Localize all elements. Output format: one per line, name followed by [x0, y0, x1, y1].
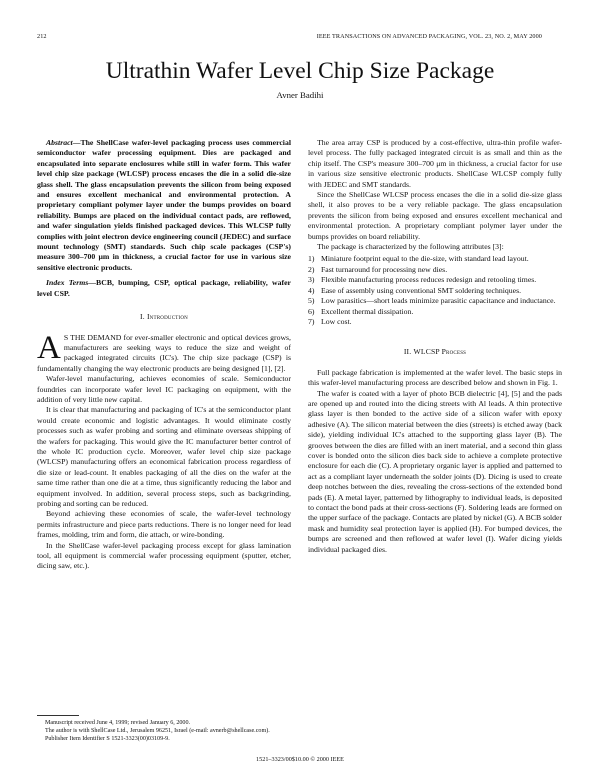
right-column	[308, 138, 562, 555]
footnote-affiliation: The author is with ShellCase Ltd., Jerusalem 96251, Israel (e-mail: avnerb@shellcase.com).	[45, 727, 270, 734]
list-item: 3) Flexible manufacturing process reduces redesign and retooling times.	[308, 275, 537, 285]
running-header: IEEE TRANSACTIONS ON ADVANCED PACKAGING, VOL. 23, NO. 2, MAY 2000	[316, 33, 542, 40]
list-item: 5) Low parasitics—short leads minimize parasitic capacitance and inductance.	[308, 296, 556, 306]
index-terms	[37, 278, 291, 299]
list-item: 2) Fast turnaround for processing new dies.	[308, 264, 448, 274]
attribute-list	[308, 254, 562, 327]
body-paragraph: Beyond achieving these economies of scale, the wafer-level technology permits infrastructure and piece parts reductions. There is no longer need for lead frames, molding, trim and form, die attach, or wire-bonding.	[37, 509, 291, 540]
body-paragraph: Since the ShellCase WLCSP process encases the die in a solid die-size glass shell, it also proves to be a very reliable package. The glass encapsulation prevents the silicon from being exposed and ensures excellent mechanical and environmental protection. A proprietary compliant polymer layer under the bumps provides on board reliability.	[308, 190, 562, 241]
footnote-identifier: Publisher Item Identifier S 1521-3323(00)03109-9.	[45, 735, 170, 742]
body-paragraph: The wafer is coated with a layer of photo BCB dielectric [4], [5] and the pads are opened up and routed into the dicing streets with Al leads. A thin protective glass layer is then bonded to the active side of a silicon wafer with epoxy adhesive (A). The silicon material between the dies (streets) is etched away (back side), yielding individual IC's attached to the supporting glass layer (B). The grooves between the dies are filled with an inert material, and a second thin glass cover is bonded onto the silicon dies back side to achieve a complete protective enclosure for each die (C). A proprietary organic layer is applied and patterned to act as a compliant layer underneath the solder joints (D). Dicing is used to create deep notches between the dies, revealing the cross-sections of the extended bond pads (E). A metal layer, patterned by lithography to individual leads, is deposited to contact the bond pads at their cross-sections (F). Soldering leads are formed on the upper surface of the package. Contacts are plated by nickel (G). A BCB solder mask and humidity seal protection layer is applied (H). For bumped devices, the bumps are screened and then reflowed at wafer level (I). Wafer dicing yields individual packaged dies.	[308, 388, 562, 554]
copyright-footer: 1521–3323/00$10.00 © 2000 IEEE	[256, 756, 344, 763]
list-item: 7) Low cost.	[308, 316, 352, 326]
list-item: 4) Ease of assembly using conventional SMT soldering techniques.	[308, 285, 522, 295]
body-paragraph: In the ShellCase wafer-level packaging process except for glass lamination tool, all equipment is commercial wafer processing equipment (sputter, etcher, dicing saw, etc.).	[37, 540, 291, 571]
footnote-manuscript: Manuscript received June 4, 1999; revised January 6, 2000.	[45, 720, 191, 726]
body-paragraph: Full package fabrication is implemented at the wafer level. The basic steps in this wafer-level manufacturing process are described below and shown in Fig. 1.	[308, 367, 562, 388]
body-paragraph: Wafer-level manufacturing, achieves economies of scale. Semiconductor foundries can incorporate wafer level IC packaging on equipment, with the addition of very little new capital.	[37, 374, 291, 404]
paper-title: Ultrathin Wafer Level Chip Size Package	[105, 58, 495, 84]
index-terms-text: BCB, bumping, CSP, optical package, reliability, wafer level CSP.	[37, 278, 291, 298]
abstract-text: The ShellCase wafer-level packaging process uses commercial semiconductor wafer processing equipment. Dies are packaged and encapsulated into separate enclosures while still in wafer form. This wafer level chip size package (WLCSP) process encases the die in a solid die-size glass shell. The glass encapsulation prevents the silicon from being exposed and ensures excellent mechanical and environmental protection. A proprietary compliant polymer layer under the bumps provides on board reliability. Bumps are placed on the individual contact pads, are reflowed, and wafer singulation yields finished packaged devices. This WLCSP fully complies with joint electron device engineering council (JEDEC) and surface mount technology (SMT) standards. Such chip scale packages (CSP's) measure 300–700 μm in thickness, a crucial factor for use in various size sensitive electronic products.	[37, 138, 291, 272]
list-item: 1) Miniature footprint equal to the die-size, with standard lead layout.	[308, 254, 529, 264]
left-column	[37, 138, 291, 572]
intro-lead-words: S THE DEMAND	[63, 332, 122, 342]
index-terms-label: Index Terms—	[46, 278, 97, 288]
body-paragraph: It is clear that manufacturing and packaging of IC's at the semiconductor plant would create economic and logistic advantages. It would eliminate costly processes such as wafer probing and sorting and eliminate overseas shipping of the wafers for packaging. This would give the IC manufacturer better control of the whole IC production cycle. Moreover, wafer level chip size package (WLCSP) manufacturing offers an economical fabrication process regardless of die size or lead-count. It enables packaging of all the dies on the wafer at the same time rather than one die at a time, thus significantly reducing the labor and equipment involved. In addition, several process steps, such as backgrinding, probing and sorting can be reduced.	[37, 405, 291, 508]
section-heading-introduction: I. Introduction	[140, 312, 188, 322]
abstract	[37, 138, 291, 273]
abstract-label: Abstract—	[46, 138, 81, 147]
footnote-rule	[37, 715, 79, 716]
intro-paragraph: A S THE DEMAND for ever-smaller electronic and optical devices grows, manufacturers are seeking ways to reduce the size and weight of packaged integrated circuits (IC's). The chip size package (CSP) is fundamentally changing the way electronic products are being designed [1], [2].	[37, 329, 291, 373]
body-paragraph: The area array CSP is produced by a cost-effective, ultra-thin profile wafer-level process. The fully packaged integrated circuit is as small and thin as the chip itself. The CSP's measure 300–700 μm in thickness, a crucial factor for use in various size sensitive electronic products. ShellCase WLCSP comply fully with JEDEC and SMT standards.	[308, 138, 562, 189]
body-paragraph: The package is characterized by the following attributes [3]:	[317, 242, 504, 252]
list-item: 6) Excellent thermal dissipation.	[308, 306, 414, 316]
page-number: 212	[37, 33, 47, 40]
footnotes	[37, 715, 291, 743]
drop-cap: A	[37, 329, 61, 366]
author-name: Avner Badihi	[276, 90, 324, 100]
section-heading-wlcsp-process: II. WLCSP Process	[403, 347, 467, 357]
